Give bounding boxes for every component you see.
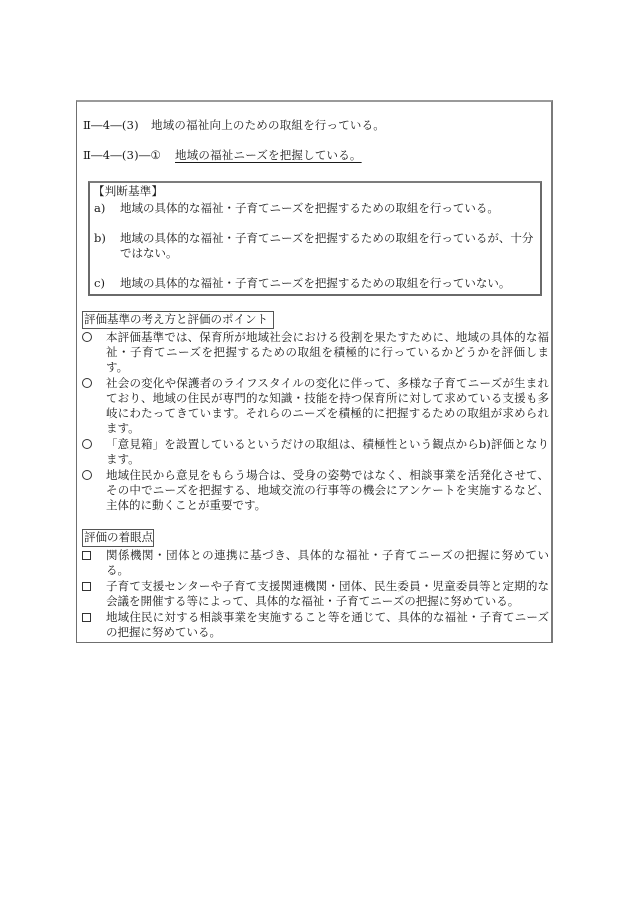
focus-point-text: 子育て支援センターや子育て支援関連機関・団体、民生委員・児童委員等と定期的な会議を開催する等によって、具体的な福祉・子育てニーズの把握に努めている。 <box>106 579 549 608</box>
subsection-number: Ⅱ―4―(3)―① <box>83 148 162 162</box>
criteria-letter: b) <box>94 231 106 245</box>
judgment-criteria-title: 【判断基準】 <box>93 184 164 198</box>
circle-bullet-icon <box>82 437 102 453</box>
checkbox-icon <box>82 610 102 626</box>
subsection-heading <box>83 148 362 163</box>
subsection-title: 地域の福祉ニーズを把握している。 <box>175 148 362 162</box>
circle-bullet-icon <box>82 468 102 484</box>
criteria-text: 地域の具体的な福祉・子育てニーズを把握するための取組を行っている。 <box>120 201 499 215</box>
circle-bullet-icon <box>82 376 102 392</box>
checkbox-icon <box>82 548 102 564</box>
focus-point-text: 地域住民に対する相談事業を実施すること等を通じて、具体的な福祉・子育てニーズの把握に努めている。 <box>106 610 549 639</box>
evaluation-point-text: 地域住民から意見をもらう場合は、受身の姿勢ではなく、相談事業を活発化させて、その中でニーズを把握する、地域交流の行事等の機会にアンケートを実施するなど、主体的に動くことが重要です。 <box>106 468 549 512</box>
criteria-letter: a) <box>94 201 106 215</box>
checkbox-icon <box>82 579 102 595</box>
criteria-letter: c) <box>94 276 105 290</box>
section-heading <box>83 118 385 133</box>
section-number: Ⅱ―4―(3) <box>83 118 139 132</box>
circle-bullet-icon <box>82 330 102 346</box>
evaluation-point-text: 本評価基準では、保育所が地域社会における役割を果たすために、地域の具体的な福祉・子育てニーズを把握するための取組を積極的に行っているかどうかを評価します。 <box>106 330 549 374</box>
evaluation-point-text: 社会の変化や保護者のライフスタイルの変化に伴って、多様な子育てニーズが生まれており、地域の住民が専門的な知識・技能を持つ保育所に対して求めている支援も多岐にわたってきています。それらのニーズを積極的に把握するための取組が求められます。 <box>106 376 549 435</box>
evaluation-points-label: 評価基準の考え方と評価のポイント <box>82 311 274 329</box>
section-title: 地域の福祉向上のための取組を行っている。 <box>151 118 385 132</box>
criteria-text: 地域の具体的な福祉・子育てニーズを把握するための取組を行っているが、十分ではない。 <box>120 231 534 260</box>
evaluation-point-text: 「意見箱」を設置しているというだけの取組は、積極性という観点からb)評価となります。 <box>106 437 549 466</box>
focus-point-text: 関係機関・団体との連携に基づき、具体的な福祉・子育てニーズの把握に努めている。 <box>106 548 549 577</box>
focus-points-label: 評価の着眼点 <box>82 529 154 547</box>
criteria-text: 地域の具体的な福祉・子育てニーズを把握するための取組を行っていない。 <box>120 276 511 290</box>
